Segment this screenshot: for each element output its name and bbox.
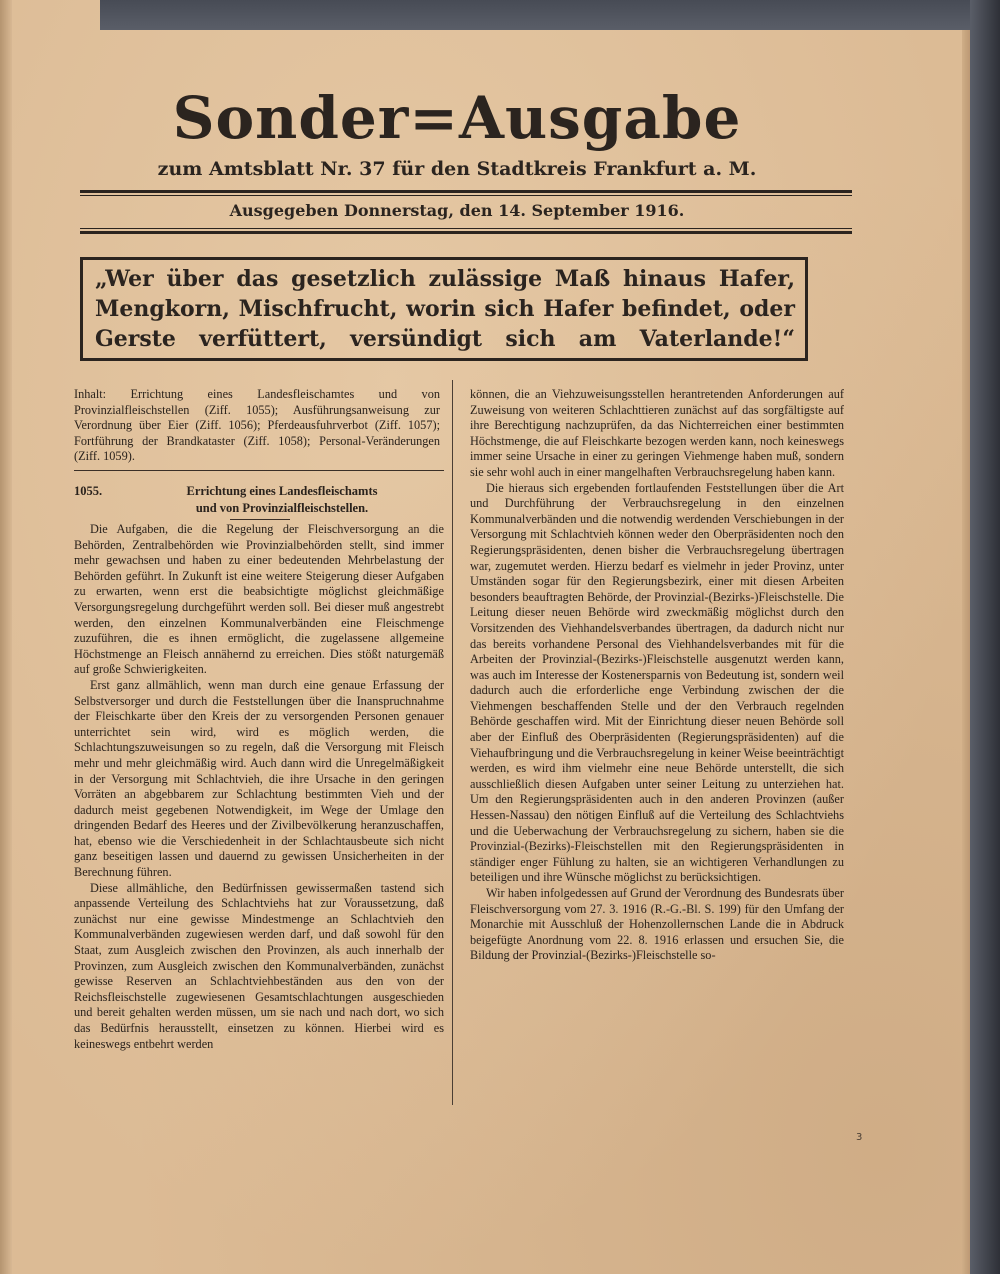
contents-divider — [74, 470, 444, 471]
section-underline — [230, 519, 290, 520]
quote-line: Gerste verfüttert, versündigt sich am Vaterlande!“ — [95, 326, 795, 352]
quote-line: Mengkorn, Mischfrucht, worin sich Hafer befindet, oder — [95, 296, 795, 322]
header-rule-bottom-thin — [80, 228, 852, 229]
paragraph: Erst ganz allmählich, wenn man durch eine genaue Erfassung der Selbstversorger und durch die Feststellungen über die Inanspruchnahme der Fleischkarte über den Kreis der zu versorgenden Personen genauer unterrichtet sein wird, wird es möglich werden, die Schlachtungszuweisungen so zu regeln, daß die Versorgung mit Fleisch mehr und mehr gleichmäßig wird. Auch dann wird die Unregelmäßigkeit in der Versorgung mit Schlachtvieh, die ihre Ursache in den geringen Vorräten an abgebbarem zur Schlachtung bestimmten Vieh und der dadurch meist gegebenen Notwendigkeit, im Wege der Umlage den dringenden Bedarf des Heeres und der Zivilbevölkerung heranzuschaffen, hat, ebenso wie die Verschiedenheit in der Schlachtausbeute sich nicht ganz beseitigen lassen und dauernd zu gewissen Unsicherheiten in der Berechnung führen. — [74, 677, 444, 880]
dateline: Ausgegeben Donnerstag, den 14. September 1916. — [229, 201, 685, 220]
left-column — [74, 522, 444, 1052]
quote-box — [80, 257, 808, 361]
section-number: 1055. — [74, 484, 103, 498]
page-title: Sonder=Ausgabe — [172, 84, 742, 152]
contents-text: Inhalt: Errichtung eines Landesfleischamtes und von Provinzialfleischstellen (Ziff. 1055); Ausführungsanweisung zur Verordnung über Eier (Ziff. 1056); Pferdeausfuhrverbot (Ziff. 1057); Fortführung der Brandkataster (Ziff. 1058); Personal-Veränderungen (Ziff. 1059). — [74, 387, 440, 464]
section-title-line1: Errichtung eines Landesfleischamts — [186, 484, 378, 498]
section-title-line2: und von Provinzialfleischstellen. — [195, 501, 369, 515]
binding-cover-right — [970, 0, 1000, 1274]
quote-line: „Wer über das gesetzlich zulässige Maß hinaus Hafer, — [95, 266, 795, 292]
paragraph: Die Aufgaben, die die Regelung der Fleischversorgung an die Behörden, Zentralbehörden wie Provinzialbehörden stellt, sind immer mehr gewachsen und haben zu einer bedeutenden Mehrbelastung der Behörden geführt. In Zukunft ist eine weitere Steigerung dieser Aufgaben zu erwarten, wenn erst die beabsichtigte möglichst gleichmäßige Versorgungsregelung durchgeführt werden soll. Bei dieser muß angestrebt werden, den einzelnen Kommunalverbänden eine Fleischmenge zuzuführen, die es ihnen ermöglicht, die zugelassene allgemeine Höchstmenge an Fleisch annähernd zu erreichen. Dies stößt naturgemäß auf große Schwierigkeiten. — [74, 522, 444, 677]
right-column — [470, 387, 844, 964]
page-mark: 3 — [856, 1132, 863, 1143]
header-rule-bottom — [80, 231, 852, 234]
page-subtitle: zum Amtsblatt Nr. 37 für den Stadtkreis Frankfurt a. M. — [157, 158, 757, 180]
header-rule-top-thin — [80, 195, 852, 196]
contents-block — [74, 387, 440, 465]
page-gutter — [0, 0, 12, 1274]
paragraph: Die hieraus sich ergebenden fortlaufenden Feststellungen über die Art und Durchführung der Verbrauchsregelung in den einzelnen Kommunalverbänden und die notwendig werdenden Verschiebungen in der Versorgung mit Schlachtvieh können weder den Oberpräsidenten noch den Regierungspräsidenten, denen bisher die Verbrauchsregelung übertragen war, zugemutet werden. Hierzu bedarf es vielmehr in jeder Provinz, unter Umständen sogar für den Regierungsbezirk, einer mit diesen Arbeiten besonders beauftragten Behörde, der Provinzial-(Bezirks-)Fleischstelle. Die Leitung dieser neuen Behörde wird zweckmäßig möglichst durch den Vorsitzenden des Viehhandelsverbandes übertragen, da dadurch nicht nur das bereits vorhandene Personal des Viehhandelsverbandes mit für die Arbeiten der Provinzial-(Bezirks-)Fleischstelle ausgenutzt werden kann, was auch im Interesse der Kostenersparnis von Bedeutung ist, sondern weil dadurch auch die erforderliche enge Verbindung zwischen der die Viehmengen beschaffenden Stelle und der den Verbrauch regelnden Behörde geschaffen wird. Mit der Einrichtung dieser neuen Behörde soll aber der Einfluß des Oberpräsidenten (Regierungspräsidenten) auf die Viehaufbringung und die Verbrauchsregelung in keiner Weise beeinträchtigt werden, es wird ihm vielmehr eine neue Behörde unterstellt, die sich ausschließlich diesen Aufgaben unter seiner Leitung zu unterziehen hat. Um den Regierungspräsidenten auch in den anderen Provinzen (außer Hessen-Nassau) den nötigen Einfluß auf die Verteilung des Schlachtviehs und die Ueberwachung der Verbrauchsregelung zu sichern, haben sie die Provinzial-(Bezirks)-Fleischstellen mit den Regierungspräsidenten in ständiger enger Fühlung zu halten, sie an wichtigeren Verhandlungen zu beteiligen und ihre Wünsche möglichst zu berücksichtigen. — [470, 480, 844, 885]
paragraph: Wir haben infolgedessen auf Grund der Verordnung des Bundesrats über Fleischversorgung vom 27. 3. 1916 (R.-G.-Bl. S. 199) für den Umfang der Monarchie mit Ausschluß der Hohenzollernschen Lande die in Abdruck beigefügte Anordnung vom 22. 8. 1916 erlassen und ersuchen Sie, die Bildung der Provinzial-(Bezirks-)Fleischstelle so- — [470, 886, 844, 963]
binding-cover-top — [100, 0, 1000, 30]
paragraph: können, die an Viehzuweisungsstellen herantretenden Anforderungen auf Zuweisung von weiteren Schlachttieren zunächst auf das sorgfältigste auf ihre Berechtigung nachzuprüfen, da das Nichterreichen einer bestimmten Höchstmenge, die auf Fleischkarte bezogen werden kann, noch keineswegs immer seine Ursache in einer zu geringen Viehmenge haben muß, sondern sie sehr wohl auch in einer mangelhaften Verbrauchsregelung haben kann. — [470, 387, 844, 479]
header-rule-top — [80, 190, 852, 193]
column-divider — [452, 380, 453, 1105]
paragraph: Diese allmähliche, den Bedürfnissen gewissermaßen tastend sich anpassende Verteilung des Schlachtviehs hat zur Voraussetzung, daß zunächst nur eine gewisse Mindestmenge an Schlachtvieh den Kommunalverbänden zugewiesen werden darf, und daß sowohl für den Staat, zum Ausgleich zwischen den Provinzen, als auch innerhalb der Provinzen, zum Ausgleich zwischen den Kommunalverbänden, zunächst gewisse Reserven an Schlachtviehbeständen aus den von der Reichsfleischstelle zugewiesenen Gesamtschlachtungen ausgeschieden und bereit gehalten werden müssen, um sie nach und nach dort, wo sich das Bedürfnis herausstellt, einsetzen zu können. Hierbei wird es keineswegs entbehrt werden — [74, 880, 444, 1051]
